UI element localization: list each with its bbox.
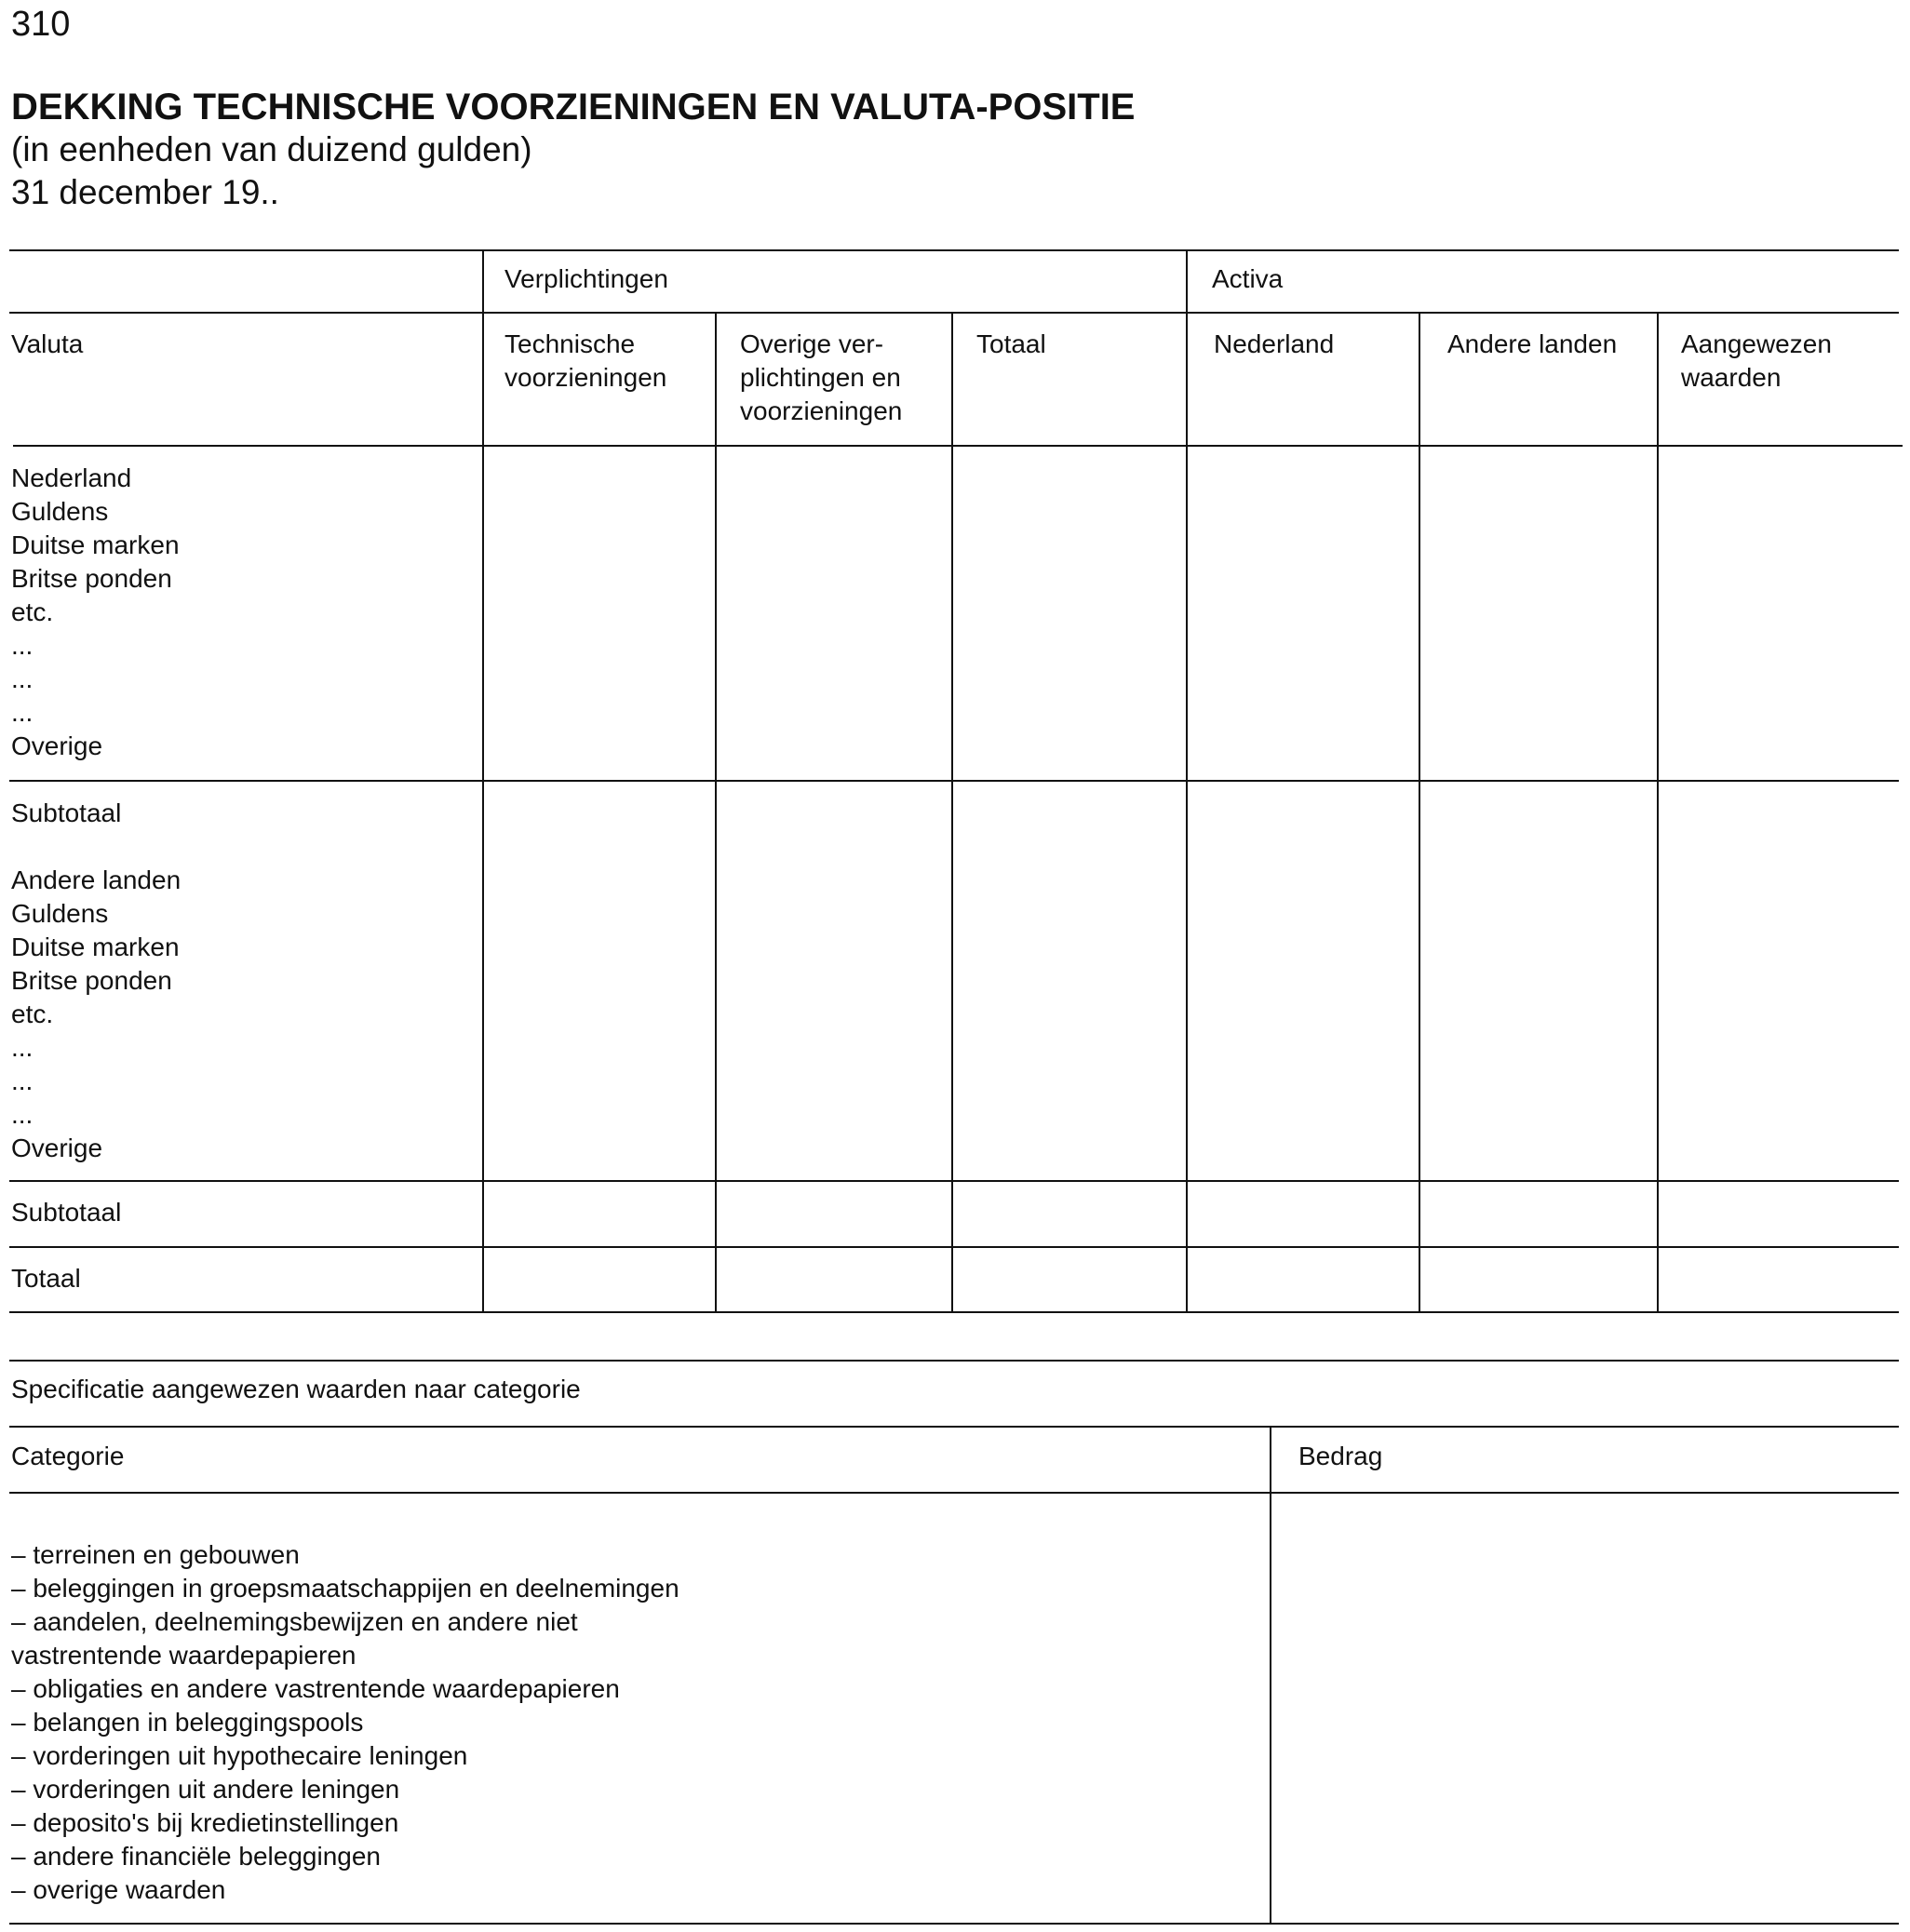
- spec-heading: Specificatie aangewezen waarden naar categorie: [11, 1375, 581, 1403]
- row-label: etc.: [11, 1000, 54, 1028]
- header-overige-verplichtingen: Overige ver- plichtingen en voorzieningen: [740, 329, 903, 425]
- row-label: ...: [11, 1033, 34, 1062]
- row-label: ...: [11, 664, 34, 693]
- row-label: Britse ponden: [11, 966, 172, 995]
- table-rule: [9, 1311, 1899, 1313]
- row-labels-nederland: [11, 462, 180, 763]
- header-totaal: Totaal: [976, 329, 1046, 358]
- row-label: Duitse marken: [11, 932, 180, 961]
- list-item: – andere financiële beleggingen: [11, 1842, 381, 1871]
- header-verplichtingen: Verplichtingen: [504, 264, 668, 293]
- row-label: ...: [11, 1100, 34, 1129]
- table-rule: [9, 249, 1899, 251]
- row-label: Overige: [11, 1134, 103, 1162]
- header-technische-voorzieningen: Technische voorzieningen: [504, 329, 667, 392]
- list-item: – overige waarden: [11, 1875, 226, 1904]
- list-item: vastrentende waardepapieren: [11, 1641, 356, 1670]
- table-rule: [9, 1923, 1899, 1925]
- header-nederland: Nederland: [1214, 329, 1335, 358]
- table-rule: [715, 312, 717, 1313]
- header-andere-landen: Andere landen: [1447, 329, 1618, 358]
- table-rule: [9, 1360, 1899, 1362]
- table-rule: [9, 1492, 1899, 1494]
- list-item: – obligaties en andere vastrentende waardepapieren: [11, 1674, 620, 1703]
- document-date: 31 december 19..: [11, 173, 279, 211]
- row-label: Nederland: [11, 463, 132, 492]
- row-label: Britse ponden: [11, 564, 172, 593]
- row-label: Subtotaal: [11, 798, 122, 827]
- table-rule: [9, 1246, 1899, 1248]
- list-item: – aandelen, deelnemingsbewijzen en andere niet: [11, 1607, 578, 1636]
- row-label: Guldens: [11, 497, 109, 526]
- table-rule: [9, 1426, 1899, 1428]
- row-label: [11, 830, 181, 864]
- table-rule: [1186, 249, 1188, 1313]
- list-item: – vorderingen uit hypothecaire leningen: [11, 1741, 468, 1770]
- row-labels-andere-landen: [11, 797, 181, 1165]
- table-rule: [9, 1180, 1899, 1182]
- header-aangewezen-waarden: Aangewezen waarden: [1681, 329, 1832, 392]
- header-bedrag: Bedrag: [1298, 1442, 1383, 1470]
- document-title: DEKKING TECHNISCHE VOORZIENINGEN EN VALUTA-POSITIE: [11, 87, 1136, 127]
- row-label: Guldens: [11, 899, 109, 928]
- header-activa: Activa: [1212, 264, 1284, 293]
- list-item: – beleggingen in groepsmaatschappijen en deelnemingen: [11, 1574, 679, 1603]
- list-item: – terreinen en gebouwen: [11, 1540, 300, 1569]
- table-rule: [1419, 312, 1420, 1313]
- table-rule: [13, 445, 1903, 447]
- row-label: ...: [11, 1067, 34, 1095]
- header-valuta: Valuta: [11, 329, 84, 358]
- page-number: 310: [11, 5, 71, 44]
- table-rule: [482, 249, 484, 1313]
- row-label: ...: [11, 698, 34, 727]
- row-label: Overige: [11, 731, 103, 760]
- table-rule: [9, 312, 1899, 314]
- category-list: [11, 1538, 679, 1907]
- list-item: – deposito's bij kredietinstellingen: [11, 1808, 399, 1837]
- list-item: – belangen in beleggingspools: [11, 1708, 364, 1737]
- row-label: Andere landen: [11, 865, 182, 894]
- table-rule: [1657, 312, 1659, 1313]
- row-label: ...: [11, 631, 34, 660]
- table-rule: [1270, 1426, 1271, 1925]
- header-categorie: Categorie: [11, 1442, 125, 1470]
- table-rule: [951, 312, 953, 1313]
- table-rule: [9, 780, 1899, 782]
- row-label-subtotaal: Subtotaal: [11, 1198, 122, 1227]
- row-label: Duitse marken: [11, 530, 180, 559]
- document-subtitle: (in eenheden van duizend gulden): [11, 130, 532, 168]
- row-label-totaal: Totaal: [11, 1264, 81, 1293]
- row-label: etc.: [11, 597, 54, 626]
- list-item: – vorderingen uit andere leningen: [11, 1775, 400, 1804]
